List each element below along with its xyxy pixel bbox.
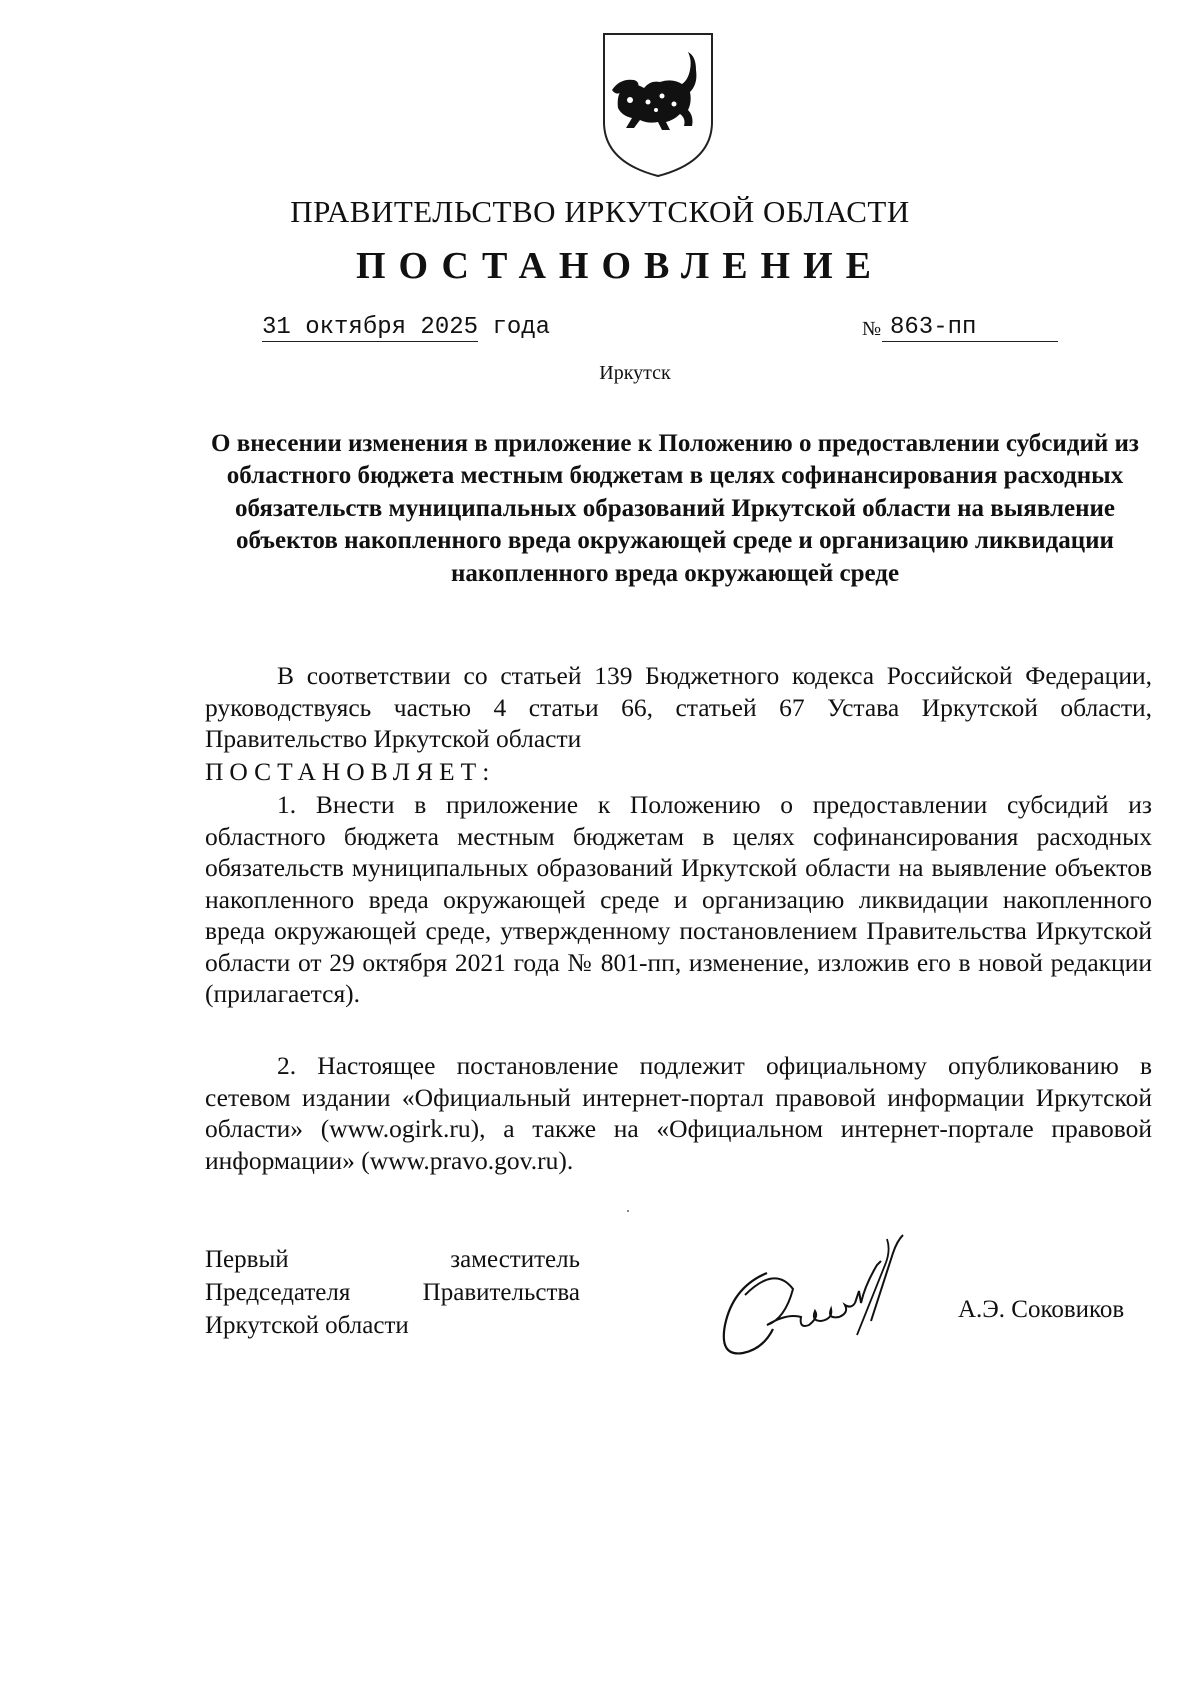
item-1-paragraph: 1. Внести в приложение к Положению о предоставлении субсидий из областного бюджета местным бюджетам в целях софинансирования расходных обязательств муниципальных образований Иркутской области на выявление объектов накопленного вреда окружающей среде и организацию ликвидации накопленного вреда окружающей среде, утвержденному постановлением Правительства Иркутской области от 29 октября 2021 года № 801-пп, изменение, изложив его в новой редакции (прилагается). [205,790,1152,1008]
date-value: 31 октября 2025 [262,314,479,341]
signer-name: А.Э. Соковиков [958,1296,1125,1323]
coat-of-arms-emblem [600,30,716,180]
document-title: О внесении изменения в приложение к Положению о предоставлении субсидий из областного бюджета местным бюджетам в целях софинансирования расходных обязательств муниципальных образований Иркутской области на выявление объектов накопленного вреда окружающей среде и организацию ликвидации накопленного вреда окружающей среде [211,430,1139,587]
position-line-3: Иркутской области [205,1312,409,1339]
scan-speck [627,1210,629,1212]
decree-word: ПОСТАНОВЛЯЕТ: [205,757,496,786]
intro-paragraph: В соответствии со статьей 139 Бюджетного кодекса Российской Федерации, руководствуясь частью 4 статьи 66, статьей 67 Устава Иркутской области, Правительство Иркутской области [205,661,1152,753]
position-word-3: Председателя [205,1279,351,1306]
handwritten-signature [715,1225,925,1375]
position-word-1: Первый [205,1246,289,1273]
signer-position [205,1243,580,1342]
document-type: ПОСТАНОВЛЕНИЕ [355,245,885,287]
government-name: ПРАВИТЕЛЬСТВО ИРКУТСКОЙ ОБЛАСТИ [290,194,910,229]
number-sign: № [862,318,882,340]
item-2-paragraph: 2. Настоящее постановление подлежит официальному опубликованию в сетевом издании «Официальный интернет-портал правовой информации Иркутской области» (www.ogirk.ru), а также на «Официальном интернет-портале правовой информации» (www.pravo.gov.ru). [205,1051,1152,1175]
city-name: Иркутск [599,362,671,384]
date-suffix: года [492,314,551,341]
position-word-2: заместитель [450,1246,580,1273]
position-word-4: Правительства [422,1279,580,1306]
document-number: 863-пп [882,314,1058,342]
document-date [262,314,550,341]
